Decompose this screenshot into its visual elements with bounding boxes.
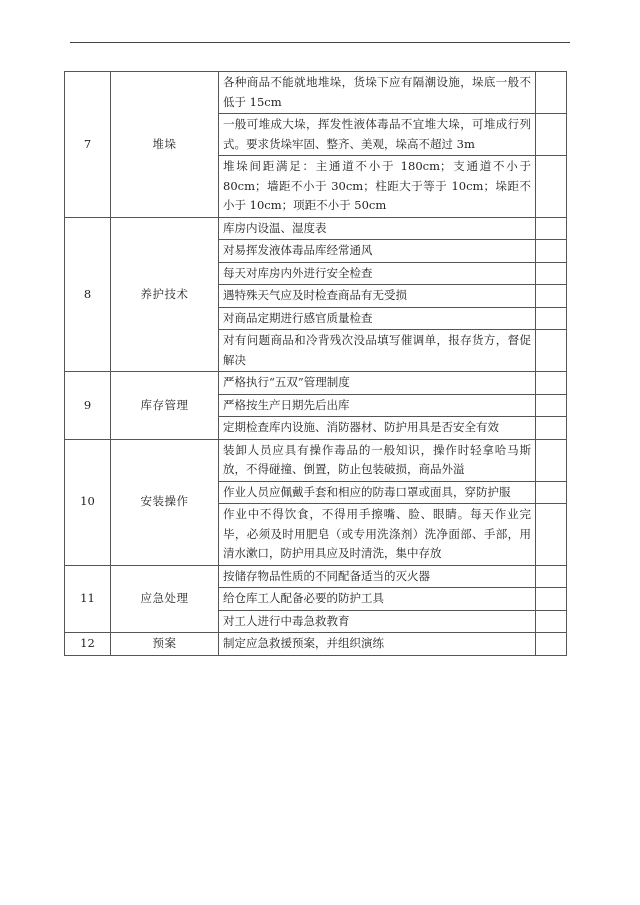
storage-requirements-table (64, 71, 567, 656)
row-number: 8 (65, 217, 111, 372)
check-cell (536, 114, 567, 156)
table-row (65, 72, 567, 114)
check-cell (536, 439, 567, 481)
table-row (65, 633, 567, 656)
row-number: 12 (65, 633, 111, 656)
check-cell (536, 72, 567, 114)
requirement-cell: 对工人进行中毒急救教育 (219, 610, 536, 633)
check-cell (536, 285, 567, 308)
check-cell (536, 307, 567, 330)
header-rule (70, 42, 570, 43)
requirement-cell: 各种商品不能就地堆垛，货垛下应有隔潮设施，垛底一般不低于 15cm (219, 72, 536, 114)
row-number: 10 (65, 439, 111, 565)
requirement-cell: 遇特殊天气应及时检查商品有无受损 (219, 285, 536, 308)
category-cell: 养护技术 (111, 217, 219, 372)
requirement-cell: 每天对库房内外进行安全检查 (219, 262, 536, 285)
check-cell (536, 417, 567, 440)
requirement-cell: 严格执行“五双”管理制度 (219, 372, 536, 395)
category-cell: 安装操作 (111, 439, 219, 565)
requirement-cell: 给仓库工人配备必要的防护工具 (219, 588, 536, 611)
requirement-cell: 作业中不得饮食，不得用手擦嘴、脸、眼睛。每天作业完毕，必须及时用肥皂（或专用洗涤剂）洗净面部、手部，用清水漱口，防护用具应及时清洗，集中存放 (219, 504, 536, 566)
requirement-cell: 作业人员应佩戴手套和相应的防毒口罩或面具，穿防护服 (219, 481, 536, 504)
row-number: 11 (65, 565, 111, 633)
check-cell (536, 217, 567, 240)
check-cell (536, 610, 567, 633)
category-cell: 预案 (111, 633, 219, 656)
table-row (65, 372, 567, 395)
check-cell (536, 262, 567, 285)
table-row (65, 217, 567, 240)
category-cell: 应急处理 (111, 565, 219, 633)
requirement-cell: 对商品定期进行感官质量检查 (219, 307, 536, 330)
requirement-cell: 堆垛间距满足：主通道不小于 180cm；支通道不小于 80cm；墙距不小于 30cm；柱距大于等于 10cm；垛距不小于 10cm；项距不小于 50cm (219, 156, 536, 218)
row-number: 9 (65, 372, 111, 440)
requirement-cell: 库房内设温、湿度表 (219, 217, 536, 240)
check-cell (536, 481, 567, 504)
requirement-cell: 对有问题商品和冷背残次没品填写催调单，报存货方，督促解决 (219, 330, 536, 372)
requirement-cell: 制定应急救援预案，并组织演练 (219, 633, 536, 656)
check-cell (536, 633, 567, 656)
requirement-cell: 定期检查库内设施、消防器材、防护用具是否安全有效 (219, 417, 536, 440)
category-cell: 库存管理 (111, 372, 219, 440)
requirement-cell: 一般可堆成大垛，挥发性液体毒品不宜堆大垛，可堆成行列式。要求货垛牢固、整齐、美观，垛高不超过 3m (219, 114, 536, 156)
check-cell (536, 394, 567, 417)
table-row (65, 439, 567, 481)
check-cell (536, 372, 567, 395)
check-cell (536, 330, 567, 372)
check-cell (536, 565, 567, 588)
check-cell (536, 240, 567, 263)
table-row (65, 565, 567, 588)
requirement-cell: 装卸人员应具有操作毒品的一般知识，操作时轻拿哈马斯放，不得碰撞、倒置，防止包装破损，商品外溢 (219, 439, 536, 481)
row-number: 7 (65, 72, 111, 218)
check-cell (536, 504, 567, 566)
check-cell (536, 156, 567, 218)
category-cell: 堆垛 (111, 72, 219, 218)
requirement-cell: 严格按生产日期先后出库 (219, 394, 536, 417)
requirement-cell: 按储存物品性质的不同配备适当的灭火器 (219, 565, 536, 588)
check-cell (536, 588, 567, 611)
requirement-cell: 对易挥发液体毒品库经常通风 (219, 240, 536, 263)
